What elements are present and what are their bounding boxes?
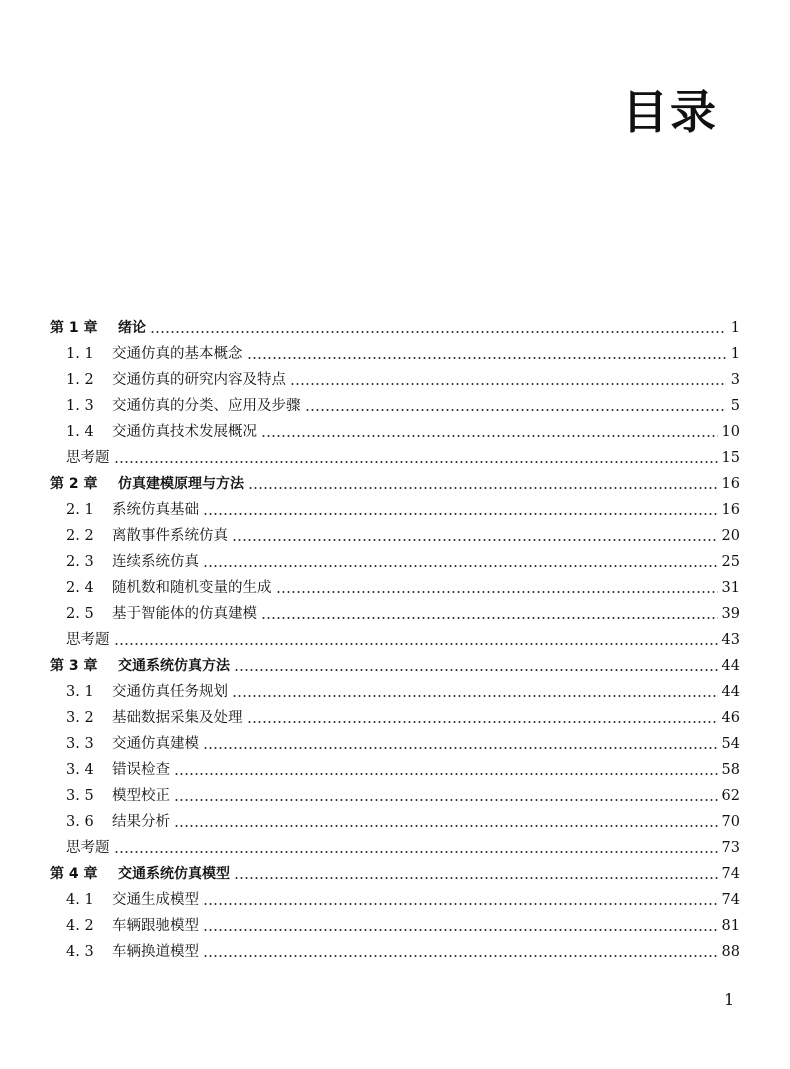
toc-entry-section[interactable] bbox=[50, 702, 740, 728]
toc-entry-title bbox=[66, 890, 199, 910]
toc-entry-title bbox=[66, 370, 286, 390]
dot-leader bbox=[114, 461, 718, 463]
toc-entry-title bbox=[66, 578, 272, 598]
toc-entry-label: 交通系统仿真模型 bbox=[118, 866, 230, 882]
toc-entry-page: 73 bbox=[721, 840, 740, 856]
toc-entry-section[interactable] bbox=[50, 884, 740, 910]
dot-leader bbox=[203, 929, 718, 931]
dot-leader bbox=[174, 799, 718, 801]
toc-entry-label: 交通仿真任务规划 bbox=[112, 684, 228, 700]
toc-entry-page: 1 bbox=[730, 346, 740, 362]
toc-entry-label: 离散事件系统仿真 bbox=[112, 528, 228, 544]
toc-entry-label: 错误检查 bbox=[112, 762, 170, 778]
toc-entry-exercise[interactable] bbox=[50, 624, 740, 650]
toc-entry-page: 5 bbox=[730, 398, 740, 414]
toc-entry-page: 1 bbox=[730, 320, 740, 336]
toc-entry-label: 模型校正 bbox=[112, 788, 170, 804]
toc-entry-title bbox=[50, 318, 146, 338]
toc-entry-title bbox=[66, 916, 199, 936]
toc-entry-page: 62 bbox=[721, 788, 740, 804]
toc-entry-title bbox=[66, 604, 257, 624]
dot-leader bbox=[276, 591, 718, 593]
toc-entry-number: 3. 3 bbox=[66, 736, 94, 752]
toc-entry-page: 70 bbox=[721, 814, 740, 830]
toc-entry-title bbox=[66, 526, 228, 546]
toc-entry-page: 46 bbox=[721, 710, 740, 726]
toc-entry-label: 思考题 bbox=[66, 450, 110, 466]
toc-entry-label: 交通仿真技术发展概况 bbox=[112, 424, 257, 440]
toc-entry-page: 44 bbox=[721, 684, 740, 700]
toc-entry-page: 88 bbox=[721, 944, 740, 960]
toc-entry-number: 第 4 章 bbox=[50, 866, 98, 882]
toc-entry-number: 第 2 章 bbox=[50, 476, 98, 492]
toc-entry-section[interactable] bbox=[50, 494, 740, 520]
dot-leader bbox=[247, 357, 727, 359]
toc-entry-title bbox=[66, 760, 170, 780]
toc-entry-number: 1. 2 bbox=[66, 372, 94, 388]
dot-leader bbox=[203, 903, 718, 905]
toc-entry-chapter[interactable] bbox=[50, 650, 740, 676]
toc-entry-label: 思考题 bbox=[66, 632, 110, 648]
toc-entry-label: 系统仿真基础 bbox=[112, 502, 199, 518]
dot-leader bbox=[203, 513, 718, 515]
toc-entry-number: 3. 2 bbox=[66, 710, 94, 726]
toc-entry-section[interactable] bbox=[50, 806, 740, 832]
toc-entry-label: 连续系统仿真 bbox=[112, 554, 199, 570]
toc-entry-page: 15 bbox=[721, 450, 740, 466]
toc-entry-title bbox=[66, 838, 110, 858]
dot-leader bbox=[150, 331, 726, 333]
toc-entry-number: 3. 5 bbox=[66, 788, 94, 804]
dot-leader bbox=[234, 877, 718, 879]
dot-leader bbox=[261, 435, 718, 437]
toc-entry-title bbox=[66, 682, 228, 702]
dot-leader bbox=[203, 955, 718, 957]
toc-entry-label: 交通仿真的分类、应用及步骤 bbox=[112, 398, 301, 414]
toc-entry-number: 2. 4 bbox=[66, 580, 94, 596]
dot-leader bbox=[305, 409, 727, 411]
toc-entry-title bbox=[66, 422, 257, 442]
toc-entry-number: 2. 2 bbox=[66, 528, 94, 544]
toc-entry-label: 基础数据采集及处理 bbox=[112, 710, 243, 726]
dot-leader bbox=[114, 643, 718, 645]
toc-entry-title bbox=[66, 812, 170, 832]
toc-entry-label: 随机数和随机变量的生成 bbox=[112, 580, 272, 596]
toc-entry-number: 2. 5 bbox=[66, 606, 94, 622]
toc-entry-title bbox=[66, 396, 301, 416]
toc-entry-section[interactable] bbox=[50, 910, 740, 936]
toc-entry-page: 44 bbox=[721, 658, 740, 674]
toc-entry-page: 3 bbox=[730, 372, 740, 388]
toc-entry-title bbox=[66, 630, 110, 650]
toc-entry-title bbox=[66, 552, 199, 572]
dot-leader bbox=[234, 669, 718, 671]
toc-entry-chapter[interactable] bbox=[50, 468, 740, 494]
toc-entry-page: 74 bbox=[721, 866, 740, 882]
toc-entry-title bbox=[50, 864, 230, 884]
toc-entry-section[interactable] bbox=[50, 598, 740, 624]
dot-leader bbox=[232, 695, 718, 697]
toc-entry-section[interactable] bbox=[50, 546, 740, 572]
toc-entry-page: 20 bbox=[721, 528, 740, 544]
toc-entry-page: 39 bbox=[721, 606, 740, 622]
toc-entry-number: 2. 1 bbox=[66, 502, 94, 518]
toc-entry-number: 2. 3 bbox=[66, 554, 94, 570]
toc-entry-section[interactable] bbox=[50, 338, 740, 364]
toc-entry-chapter[interactable] bbox=[50, 312, 740, 338]
toc-entry-label: 交通仿真的基本概念 bbox=[112, 346, 243, 362]
dot-leader bbox=[203, 565, 718, 567]
toc-entry-label: 车辆跟驰模型 bbox=[112, 918, 199, 934]
toc-entry-exercise[interactable] bbox=[50, 832, 740, 858]
table-of-contents bbox=[50, 312, 740, 962]
toc-entry-title bbox=[66, 500, 199, 520]
toc-entry-section[interactable] bbox=[50, 520, 740, 546]
toc-entry-title bbox=[50, 656, 230, 676]
toc-entry-title bbox=[66, 448, 110, 468]
toc-entry-page: 58 bbox=[721, 762, 740, 778]
toc-entry-page: 74 bbox=[721, 892, 740, 908]
toc-entry-page: 43 bbox=[721, 632, 740, 648]
toc-entry-number: 1. 1 bbox=[66, 346, 94, 362]
toc-entry-number: 1. 4 bbox=[66, 424, 94, 440]
toc-entry-number: 第 1 章 bbox=[50, 320, 98, 336]
toc-entry-chapter[interactable] bbox=[50, 858, 740, 884]
toc-entry-page: 16 bbox=[721, 476, 740, 492]
toc-entry-number: 3. 1 bbox=[66, 684, 94, 700]
toc-entry-page: 54 bbox=[721, 736, 740, 752]
dot-leader bbox=[290, 383, 726, 385]
toc-entry-label: 交通仿真的研究内容及特点 bbox=[112, 372, 286, 388]
toc-entry-label: 思考题 bbox=[66, 840, 110, 856]
toc-entry-section[interactable] bbox=[50, 936, 740, 962]
toc-entry-label: 基于智能体的仿真建模 bbox=[112, 606, 257, 622]
toc-entry-title bbox=[66, 344, 243, 364]
toc-entry-label: 结果分析 bbox=[112, 814, 170, 830]
toc-entry-section[interactable] bbox=[50, 754, 740, 780]
dot-leader bbox=[232, 539, 718, 541]
toc-entry-number: 4. 1 bbox=[66, 892, 94, 908]
toc-entry-title bbox=[66, 942, 199, 962]
toc-entry-label: 绪论 bbox=[118, 320, 146, 336]
toc-entry-section[interactable] bbox=[50, 572, 740, 598]
toc-entry-label: 车辆换道模型 bbox=[112, 944, 199, 960]
toc-entry-section[interactable] bbox=[50, 364, 740, 390]
toc-entry-label: 交通系统仿真方法 bbox=[118, 658, 230, 674]
dot-leader bbox=[203, 747, 718, 749]
page-number: 1 bbox=[724, 990, 735, 1009]
toc-entry-label: 交通生成模型 bbox=[112, 892, 199, 908]
toc-entry-number: 4. 2 bbox=[66, 918, 94, 934]
toc-entry-title bbox=[50, 474, 244, 494]
toc-entry-section[interactable] bbox=[50, 780, 740, 806]
toc-entry-number: 4. 3 bbox=[66, 944, 94, 960]
toc-entry-section[interactable] bbox=[50, 390, 740, 416]
dot-leader bbox=[247, 721, 718, 723]
dot-leader bbox=[174, 773, 718, 775]
toc-entry-section[interactable] bbox=[50, 728, 740, 754]
toc-entry-section[interactable] bbox=[50, 416, 740, 442]
toc-entry-page: 10 bbox=[721, 424, 740, 440]
toc-entry-page: 31 bbox=[721, 580, 740, 596]
toc-entry-label: 仿真建模原理与方法 bbox=[118, 476, 244, 492]
dot-leader bbox=[248, 487, 718, 489]
dot-leader bbox=[261, 617, 718, 619]
toc-entry-page: 25 bbox=[721, 554, 740, 570]
page-title: 目录 bbox=[622, 85, 718, 139]
toc-entry-label: 交通仿真建模 bbox=[112, 736, 199, 752]
toc-entry-title bbox=[66, 708, 243, 728]
toc-entry-page: 16 bbox=[721, 502, 740, 518]
toc-entry-section[interactable] bbox=[50, 676, 740, 702]
dot-leader bbox=[174, 825, 718, 827]
toc-entry-title bbox=[66, 786, 170, 806]
toc-entry-number: 3. 6 bbox=[66, 814, 94, 830]
toc-entry-number: 第 3 章 bbox=[50, 658, 98, 674]
toc-entry-page: 81 bbox=[721, 918, 740, 934]
toc-entry-number: 1. 3 bbox=[66, 398, 94, 414]
toc-entry-exercise[interactable] bbox=[50, 442, 740, 468]
dot-leader bbox=[114, 851, 718, 853]
toc-entry-number: 3. 4 bbox=[66, 762, 94, 778]
toc-entry-title bbox=[66, 734, 199, 754]
